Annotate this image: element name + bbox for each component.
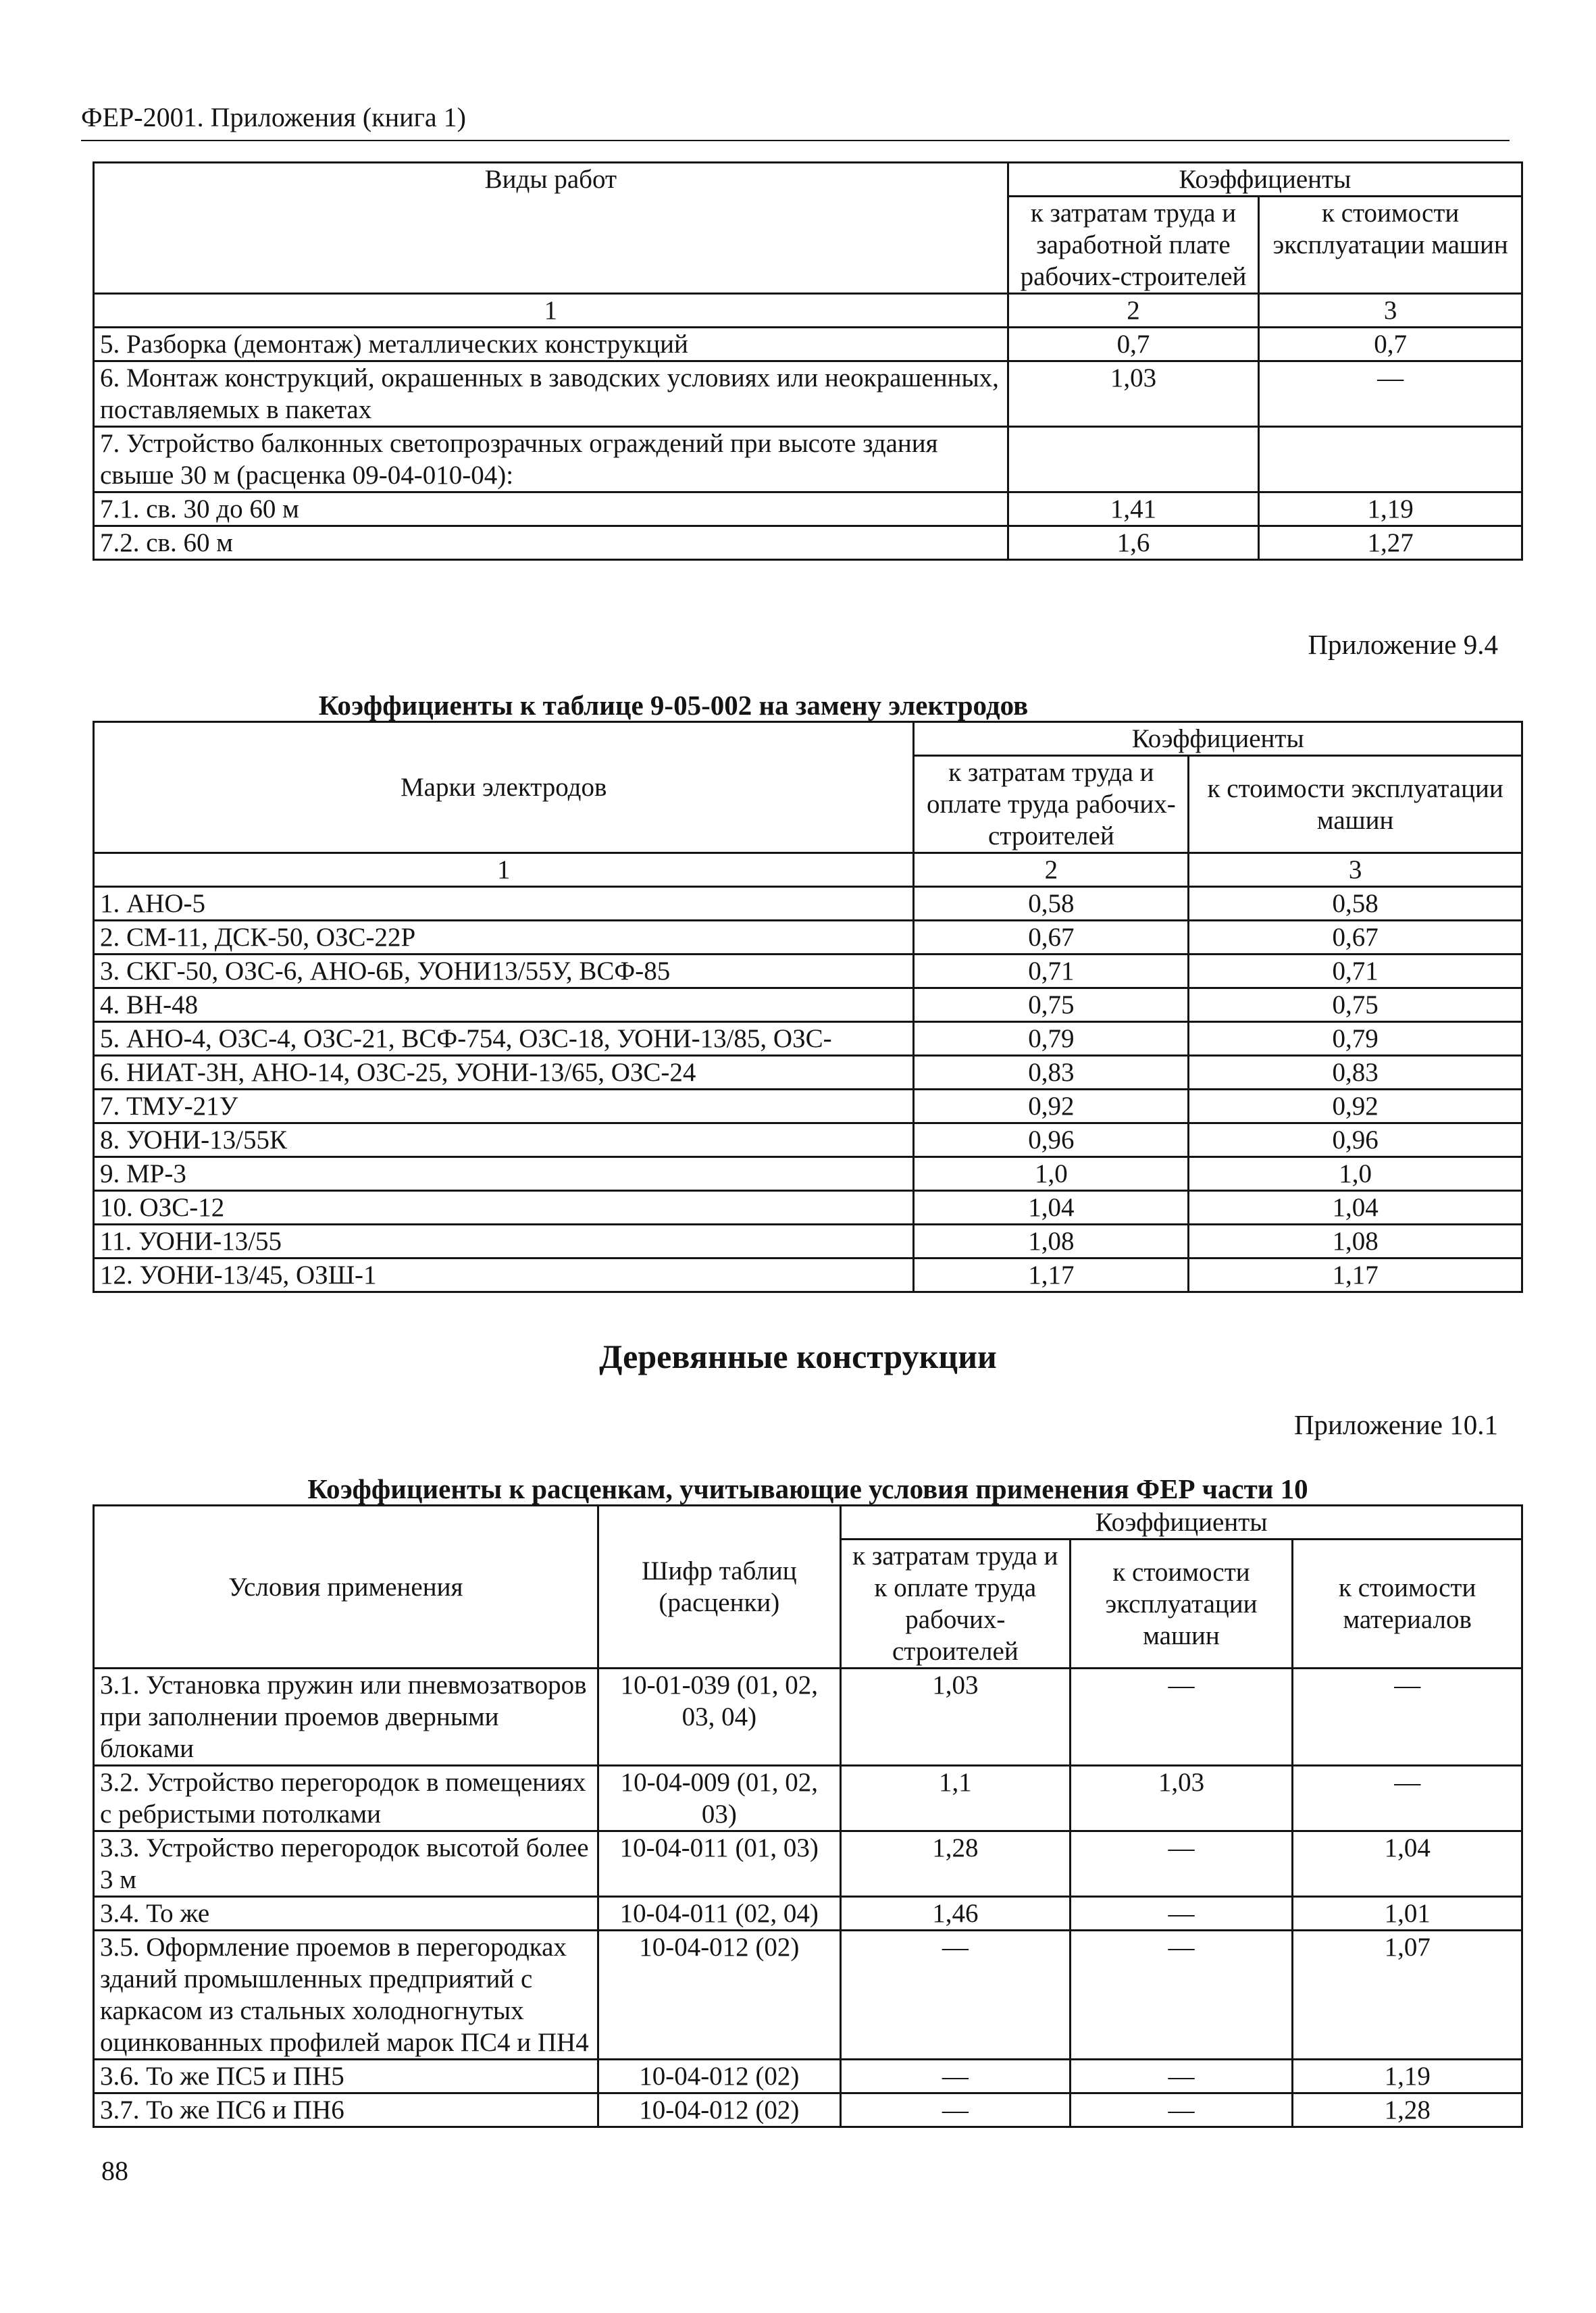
electrode-brand: 12. УОНИ-13/45, ОЗШ-1 <box>94 1259 914 1292</box>
page-number: 88 <box>101 2156 128 2186</box>
table-row <box>94 1123 1522 1157</box>
header-cipher: Шифр таблиц (расценки) <box>598 1506 841 1669</box>
electrode-brand: 9. МР-3 <box>94 1157 914 1191</box>
materials-coefficient: 1,01 <box>1293 1897 1522 1931</box>
electrode-brand: 2. СМ-11, ДСК-50, ОЗС-22Р <box>94 921 914 955</box>
machines-coefficient: 0,7 <box>1259 328 1522 361</box>
table-row <box>94 1090 1522 1123</box>
table-row <box>94 921 1522 955</box>
electrode-brand: 11. УОНИ-13/55 <box>94 1225 914 1259</box>
table-row <box>94 1669 1522 1766</box>
section-title: Деревянные конструкции <box>599 1338 997 1375</box>
electrode-brand: 6. НИАТ-3Н, АНО-14, ОЗС-25, УОНИ-13/65, ОЗС-24 <box>94 1056 914 1090</box>
labor-coefficient: 0,79 <box>914 1022 1189 1056</box>
column-number: 3 <box>1259 294 1522 328</box>
materials-coefficient: — <box>1293 1669 1522 1766</box>
labor-coefficient: 1,03 <box>841 1669 1071 1766</box>
machines-coefficient: 0,83 <box>1189 1056 1522 1090</box>
cipher: 10-04-011 (02, 04) <box>598 1897 841 1931</box>
labor-coefficient: 1,28 <box>841 1831 1071 1897</box>
labor-coefficient: 0,7 <box>1008 328 1259 361</box>
page-header: ФЕР-2001. Приложения (книга 1) <box>81 102 466 132</box>
machines-coefficient: — <box>1070 1897 1293 1931</box>
labor-coefficient: 0,83 <box>914 1056 1189 1090</box>
electrode-brand: 7. ТМУ-21У <box>94 1090 914 1123</box>
header-coefficients: Коэффициенты <box>1008 163 1522 197</box>
machines-coefficient: — <box>1070 1831 1293 1897</box>
machines-coefficient: — <box>1070 2093 1293 2127</box>
materials-coefficient: 1,19 <box>1293 2060 1522 2093</box>
labor-coefficient: 0,67 <box>914 921 1189 955</box>
labor-coefficient: — <box>841 2060 1071 2093</box>
electrode-brand: 4. ВН-48 <box>94 988 914 1022</box>
labor-coefficient: 1,0 <box>914 1157 1189 1191</box>
machines-coefficient: 1,17 <box>1189 1259 1522 1292</box>
header-rule <box>81 140 1510 141</box>
labor-coefficient: 1,08 <box>914 1225 1189 1259</box>
table-row <box>94 1766 1522 1831</box>
appendix-label-10-1: Приложение 10.1 <box>1293 1409 1498 1440</box>
wood-structures-table <box>93 1504 1523 2128</box>
machines-coefficient: 0,58 <box>1189 887 1522 921</box>
table-row <box>94 1225 1522 1259</box>
labor-coefficient: 1,6 <box>1008 526 1259 560</box>
table-row <box>94 988 1522 1022</box>
machines-coefficient: 1,0 <box>1189 1157 1522 1191</box>
machines-coefficient: 1,04 <box>1189 1191 1522 1225</box>
labor-coefficient: 1,41 <box>1008 492 1259 526</box>
labor-coefficient: 0,71 <box>914 955 1189 988</box>
table-row <box>94 1191 1522 1225</box>
labor-coefficient: 1,03 <box>1008 361 1259 427</box>
machines-coefficient: 0,75 <box>1189 988 1522 1022</box>
labor-coefficient: 0,75 <box>914 988 1189 1022</box>
machines-coefficient: — <box>1070 2060 1293 2093</box>
machines-coefficient: — <box>1070 1931 1293 2060</box>
column-number: 3 <box>1189 853 1522 887</box>
work-name: 7.1. св. 30 до 60 м <box>94 492 1008 526</box>
column-number: 1 <box>94 853 914 887</box>
header-electrode-brand: Марки электродов <box>94 722 914 853</box>
appendix-label-9-4: Приложение 9.4 <box>1308 629 1498 660</box>
labor-coefficient: 0,58 <box>914 887 1189 921</box>
cipher: 10-04-012 (02) <box>598 2060 841 2093</box>
machines-coefficient: 1,19 <box>1259 492 1522 526</box>
table-row <box>94 2093 1522 2127</box>
work-name: 6. Монтаж конструкций, окрашенных в заводских условиях или неокрашенных, поставляемых в пакетах <box>94 361 1008 427</box>
table-row <box>94 361 1522 427</box>
labor-coefficient: 0,92 <box>914 1090 1189 1123</box>
machines-coefficient: 0,92 <box>1189 1090 1522 1123</box>
cipher: 10-04-012 (02) <box>598 1931 841 2060</box>
labor-coefficient: — <box>841 1931 1071 2060</box>
labor-coefficient: 1,17 <box>914 1259 1189 1292</box>
condition-name: 3.6. То же ПС5 и ПН5 <box>94 2060 598 2093</box>
labor-coefficient: 1,1 <box>841 1766 1071 1831</box>
electrode-brand: 3. СКГ-50, ОЗС-6, АНО-6Б, УОНИ13/55У, ВСФ-85 <box>94 955 914 988</box>
condition-name: 3.1. Установка пружин или пневмозатворов при заполнении проемов дверными блоками <box>94 1669 598 1766</box>
header-materials: к стоимости материалов <box>1293 1540 1522 1669</box>
electrode-brand: 8. УОНИ-13/55К <box>94 1123 914 1157</box>
machines-coefficient: 0,71 <box>1189 955 1522 988</box>
table-row <box>94 1022 1522 1056</box>
table-row <box>94 1157 1522 1191</box>
header-machines: к стоимости эксплуатации машин <box>1189 756 1522 853</box>
electrode-brand: 10. ОЗС-12 <box>94 1191 914 1225</box>
machines-coefficient: — <box>1259 361 1522 427</box>
table-row <box>94 427 1522 492</box>
column-number: 1 <box>94 294 1008 328</box>
labor-coefficient: 1,04 <box>914 1191 1189 1225</box>
column-number: 2 <box>1008 294 1259 328</box>
table-row <box>94 526 1522 560</box>
table-row <box>94 492 1522 526</box>
column-number: 2 <box>914 853 1189 887</box>
machines-coefficient: 0,79 <box>1189 1022 1522 1056</box>
header-coefficients: Коэффициенты <box>841 1506 1522 1540</box>
materials-coefficient: 1,07 <box>1293 1931 1522 2060</box>
table-row <box>94 328 1522 361</box>
machines-coefficient <box>1259 427 1522 492</box>
electrodes-table <box>93 721 1523 1293</box>
materials-coefficient: — <box>1293 1766 1522 1831</box>
header-conditions: Условия применения <box>94 1506 598 1669</box>
work-name: 5. Разборка (демонтаж) металлических конструкций <box>94 328 1008 361</box>
machines-coefficient: 1,08 <box>1189 1225 1522 1259</box>
materials-coefficient: 1,04 <box>1293 1831 1522 1897</box>
header-works: Виды работ <box>94 163 1008 294</box>
labor-coefficient: 1,46 <box>841 1897 1071 1931</box>
table-row <box>94 955 1522 988</box>
cipher: 10-04-009 (01, 02, 03) <box>598 1766 841 1831</box>
header-coefficients: Коэффициенты <box>914 722 1522 756</box>
header-machines: к стоимости эксплуатации машин <box>1070 1540 1293 1669</box>
table-row <box>94 1897 1522 1931</box>
table-row <box>94 1931 1522 2060</box>
table-row <box>94 887 1522 921</box>
condition-name: 3.5. Оформление проемов в перегородках зданий промышленных предприятий с каркасом из стальных холодногнутых оцинкованных профилей марок ПС4 и ПН4 <box>94 1931 598 2060</box>
work-name: 7. Устройство балконных светопрозрачных ограждений при высоте здания свыше 30 м (расценка 09-04-010-04): <box>94 427 1008 492</box>
materials-coefficient: 1,28 <box>1293 2093 1522 2127</box>
machines-coefficient: — <box>1070 1669 1293 1766</box>
electrode-brand: 5. АНО-4, ОЗС-4, ОЗС-21, ВСФ-754, ОЗС-18, УОНИ-13/85, ОЗС- <box>94 1022 914 1056</box>
works-coefficients-table <box>93 161 1523 561</box>
labor-coefficient: — <box>841 2093 1071 2127</box>
condition-name: 3.2. Устройство перегородок в помещениях с ребристыми потолками <box>94 1766 598 1831</box>
header-machines: к стоимости эксплуатации машин <box>1259 197 1522 294</box>
header-labor: к затратам труда и оплате труда рабочих-строителей <box>914 756 1189 853</box>
cipher: 10-04-011 (01, 03) <box>598 1831 841 1897</box>
electrode-brand: 1. АНО-5 <box>94 887 914 921</box>
work-name: 7.2. св. 60 м <box>94 526 1008 560</box>
condition-name: 3.4. То же <box>94 1897 598 1931</box>
table-row <box>94 1831 1522 1897</box>
cipher: 10-04-012 (02) <box>598 2093 841 2127</box>
table-row <box>94 2060 1522 2093</box>
labor-coefficient: 0,96 <box>914 1123 1189 1157</box>
header-labor: к затратам труда и заработной плате рабочих-строителей <box>1008 197 1259 294</box>
condition-name: 3.3. Устройство перегородок высотой более 3 м <box>94 1831 598 1897</box>
table-caption-electrodes: Коэффициенты к таблице 9-05-002 на замену электродов <box>318 690 1029 721</box>
table-caption-wood: Коэффициенты к расценкам, учитывающие условия применения ФЕР части 10 <box>307 1473 1308 1504</box>
condition-name: 3.7. То же ПС6 и ПН6 <box>94 2093 598 2127</box>
machines-coefficient: 0,67 <box>1189 921 1522 955</box>
machines-coefficient: 1,27 <box>1259 526 1522 560</box>
header-labor: к затратам труда и к оплате труда рабочих-строителей <box>841 1540 1071 1669</box>
machines-coefficient: 1,03 <box>1070 1766 1293 1831</box>
machines-coefficient: 0,96 <box>1189 1123 1522 1157</box>
labor-coefficient <box>1008 427 1259 492</box>
table-row <box>94 1259 1522 1292</box>
table-row <box>94 1056 1522 1090</box>
cipher: 10-01-039 (01, 02, 03, 04) <box>598 1669 841 1766</box>
